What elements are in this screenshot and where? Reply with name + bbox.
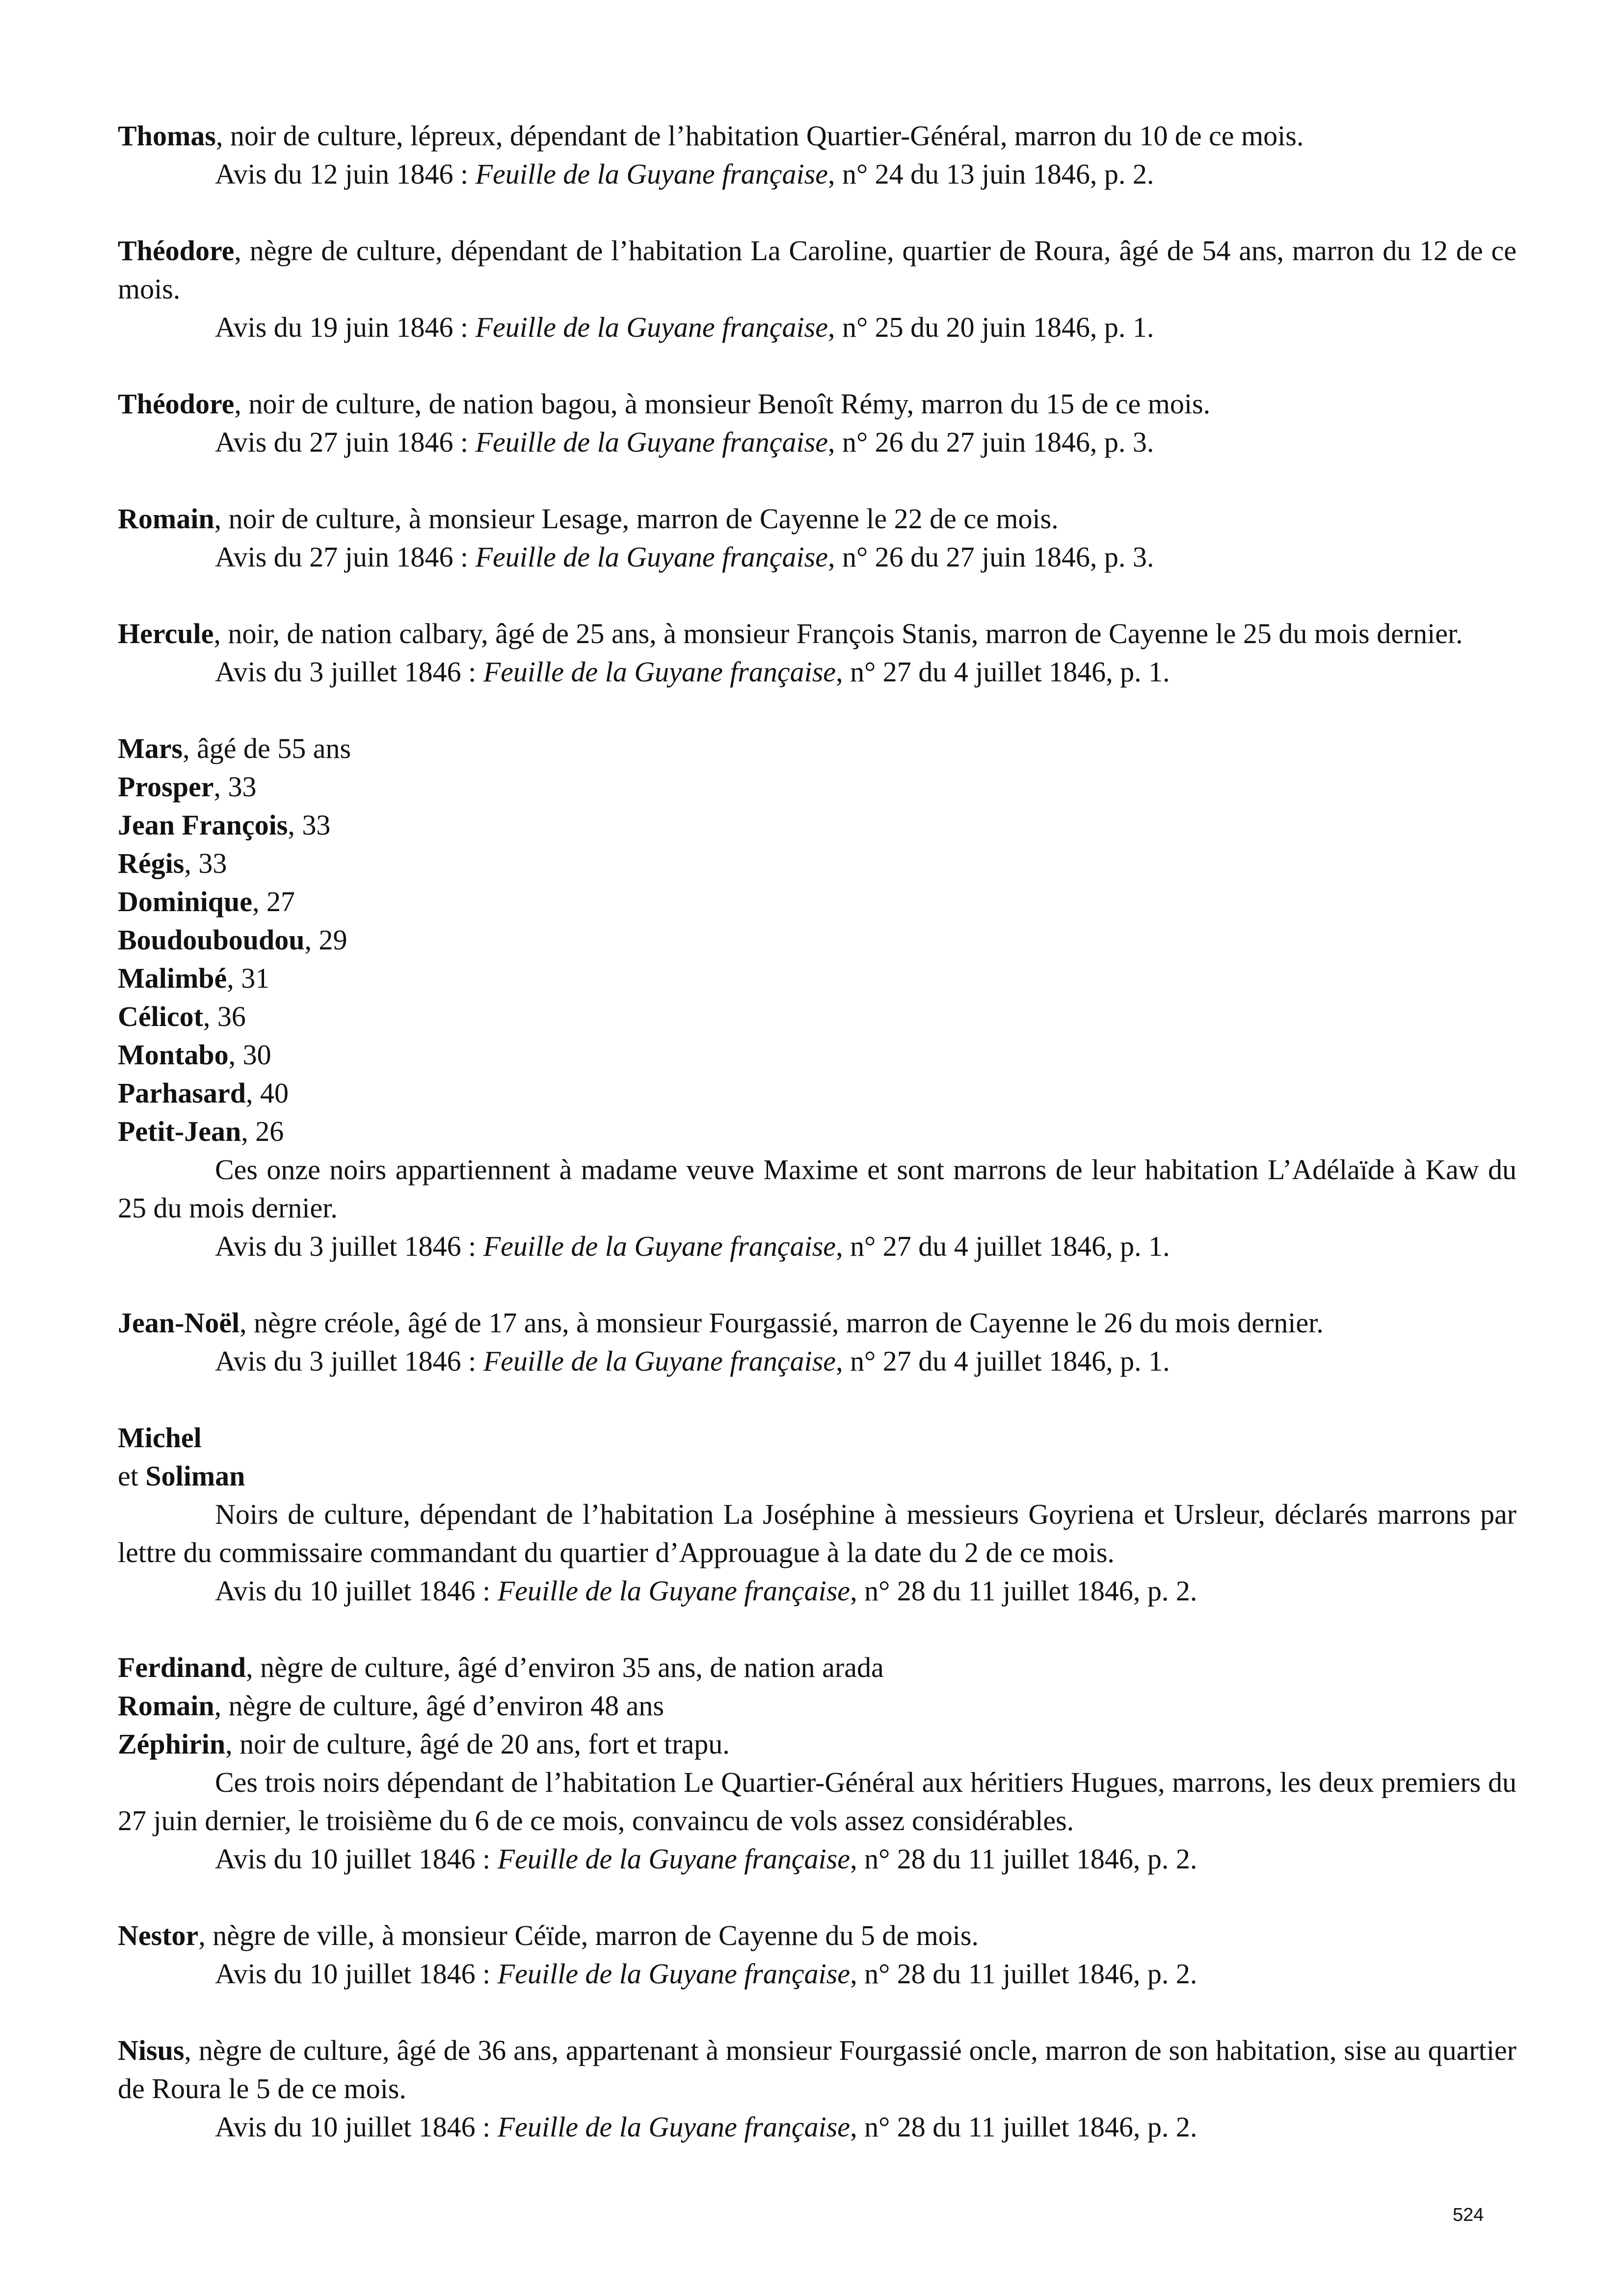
name-line	[118, 921, 1517, 959]
runaway-notice	[118, 117, 1517, 193]
runaway-notice-group	[118, 1648, 1517, 1878]
source-citation	[118, 1342, 1517, 1380]
newspaper-title: Feuille de la Guyane française	[475, 541, 828, 573]
person-name: Soliman	[145, 1460, 245, 1492]
notice-description: , nègre créole, âgé de 17 ans, à monsieur Fourgassié, marron de Cayenne le 26 du mois dernier.	[239, 1307, 1324, 1339]
newspaper-title: Feuille de la Guyane française	[475, 311, 828, 343]
person-details: , nègre de culture, âgé d’environ 35 ans, de nation arada	[246, 1651, 884, 1683]
source-citation	[118, 2108, 1517, 2146]
name-line	[118, 959, 1517, 998]
notice-line	[118, 1304, 1517, 1342]
source-citation	[118, 155, 1517, 193]
runaway-notice	[118, 1917, 1517, 1993]
runaway-notice	[118, 2031, 1517, 2146]
citation-reference: , n° 27 du 4 juillet 1846, p. 1.	[836, 656, 1170, 688]
runaway-notice	[118, 1304, 1517, 1380]
name-line	[118, 729, 1517, 768]
person-name: Régis	[118, 847, 185, 879]
newspaper-title: Feuille de la Guyane française	[497, 1575, 851, 1607]
citation-date: Avis du 10 juillet 1846 :	[215, 1958, 498, 1990]
person-name: Prosper	[118, 771, 214, 803]
notice-line	[118, 2031, 1517, 2108]
person-name: Thomas	[118, 120, 216, 152]
name-line	[118, 768, 1517, 806]
citation-reference: , n° 27 du 4 juillet 1846, p. 1.	[836, 1345, 1170, 1377]
person-name: Dominique	[118, 886, 252, 918]
newspaper-title: Feuille de la Guyane française	[497, 1958, 851, 1990]
person-name: Ferdinand	[118, 1651, 246, 1683]
person-name: Nisus	[118, 2034, 185, 2066]
notice-description: , noir de culture, de nation bagou, à monsieur Benoît Rémy, marron du 15 de ce mois.	[234, 388, 1211, 420]
citation-reference: , n° 26 du 27 juin 1846, p. 3.	[827, 541, 1154, 573]
person-age: , âgé de 55 ans	[183, 732, 351, 764]
person-name: Romain	[118, 1690, 214, 1722]
name-line	[118, 806, 1517, 844]
citation-date: Avis du 27 juin 1846 :	[215, 426, 476, 458]
person-age: , 36	[203, 1000, 246, 1032]
person-name: Hercule	[118, 618, 214, 649]
person-age: , 40	[246, 1077, 289, 1109]
name-line	[118, 844, 1517, 883]
person-name: Montabo	[118, 1039, 229, 1071]
person-age: , 26	[241, 1115, 284, 1147]
newspaper-title: Feuille de la Guyane française	[475, 158, 828, 190]
person-age: , 29	[304, 924, 347, 956]
person-age: , 27	[252, 886, 295, 918]
citation-reference: , n° 27 du 4 juillet 1846, p. 1.	[836, 1230, 1170, 1262]
citation-date: Avis du 10 juillet 1846 :	[215, 1575, 498, 1607]
person-name: Jean-Noël	[118, 1307, 240, 1339]
citation-date: Avis du 3 juillet 1846 :	[215, 1230, 483, 1262]
source-citation	[118, 538, 1517, 576]
runaway-notice	[118, 232, 1517, 347]
person-age: , 30	[228, 1039, 271, 1071]
person-details: , noir de culture, âgé de 20 ans, fort et trapu.	[225, 1728, 730, 1760]
citation-date: Avis du 3 juillet 1846 :	[215, 656, 483, 688]
person-name: Nestor	[118, 1919, 199, 1951]
citation-reference: , n° 25 du 20 juin 1846, p. 1.	[827, 311, 1154, 343]
group-description: Ces trois noirs dépendant de l’habitation Le Quartier-Général aux héritiers Hugues, marrons, les deux premiers du 27 juin dernier, le troisième du 6 de ce mois, convaincu de vols assez considérables.	[118, 1766, 1517, 1837]
citation-reference: , n° 28 du 11 juillet 1846, p. 2.	[850, 1843, 1197, 1875]
citation-date: Avis du 12 juin 1846 :	[215, 158, 476, 190]
citation-reference: , n° 28 du 11 juillet 1846, p. 2.	[850, 1958, 1197, 1990]
newspaper-title: Feuille de la Guyane française	[475, 426, 828, 458]
name-line	[118, 998, 1517, 1036]
source-citation	[118, 308, 1517, 347]
notice-description: , nègre de ville, à monsieur Céïde, marron de Cayenne du 5 de mois.	[198, 1919, 979, 1951]
notice-description: , nègre de culture, dépendant de l’habitation La Caroline, quartier de Roura, âgé de 54 ans, marron du 12 de ce mois.	[118, 235, 1517, 305]
source-citation	[118, 653, 1517, 691]
citation-date: Avis du 19 juin 1846 :	[215, 311, 476, 343]
name-prefix: et	[118, 1460, 146, 1492]
newspaper-title: Feuille de la Guyane française	[483, 1345, 836, 1377]
person-age: , 33	[288, 809, 331, 841]
citation-reference: , n° 26 du 27 juin 1846, p. 3.	[827, 426, 1154, 458]
name-line	[118, 1687, 1517, 1725]
notice-line	[118, 500, 1517, 538]
citation-date: Avis du 10 juillet 1846 :	[215, 2111, 498, 2143]
citation-reference: , n° 28 du 11 juillet 1846, p. 2.	[850, 1575, 1197, 1607]
newspaper-title: Feuille de la Guyane française	[483, 1230, 836, 1262]
citation-reference: , n° 24 du 13 juin 1846, p. 2.	[827, 158, 1154, 190]
name-line	[118, 1036, 1517, 1074]
group-description: Noirs de culture, dépendant de l’habitation La Joséphine à messieurs Goyriena et Ursleur, déclarés marrons par lettre du commissaire commandant du quartier d’Approuague à la date du 2 de ce mois.	[118, 1498, 1517, 1568]
person-name: Romain	[118, 503, 214, 535]
runaway-notice	[118, 385, 1517, 461]
source-citation	[118, 1227, 1517, 1266]
person-name: Mars	[118, 732, 183, 764]
newspaper-title: Feuille de la Guyane française	[497, 1843, 851, 1875]
citation-date: Avis du 10 juillet 1846 :	[215, 1843, 498, 1875]
source-citation	[118, 1840, 1517, 1878]
person-name: Célicot	[118, 1000, 203, 1032]
citation-date: Avis du 27 juin 1846 :	[215, 541, 476, 573]
person-name: Zéphirin	[118, 1728, 226, 1760]
name-line	[118, 1725, 1517, 1763]
newspaper-title: Feuille de la Guyane française	[497, 2111, 851, 2143]
page-number: 524	[1453, 2205, 1484, 2225]
person-name: Théodore	[118, 388, 235, 420]
group-description: Ces onze noirs appartiennent à madame veuve Maxime et sont marrons de leur habitation L’Adélaïde à Kaw du 25 du mois dernier.	[118, 1154, 1517, 1224]
runaway-notice	[118, 500, 1517, 576]
person-name: Boudouboudou	[118, 924, 305, 956]
person-name: Jean François	[118, 809, 288, 841]
person-name: Théodore	[118, 235, 235, 267]
source-citation	[118, 1955, 1517, 1993]
person-name: Parhasard	[118, 1077, 246, 1109]
document-page	[118, 117, 1517, 2185]
name-line	[118, 1112, 1517, 1151]
person-age: , 33	[184, 847, 227, 879]
notice-description: , noir de culture, à monsieur Lesage, marron de Cayenne le 22 de ce mois.	[214, 503, 1059, 535]
runaway-notice-group	[118, 729, 1517, 1266]
person-name: Michel	[118, 1422, 202, 1454]
notice-description: , nègre de culture, âgé de 36 ans, appartenant à monsieur Fourgassié oncle, marron de son habitation, sise au quartier de Roura le 5 de ce mois.	[118, 2034, 1517, 2105]
citation-date: Avis du 3 juillet 1846 :	[215, 1345, 483, 1377]
notice-line	[118, 232, 1517, 308]
notice-description: , noir de culture, lépreux, dépendant de l’habitation Quartier-Général, marron du 10 de ce mois.	[215, 120, 1304, 152]
source-citation	[118, 423, 1517, 461]
citation-reference: , n° 28 du 11 juillet 1846, p. 2.	[850, 2111, 1197, 2143]
notice-line	[118, 117, 1517, 155]
notice-line	[118, 385, 1517, 423]
person-name: Malimbé	[118, 962, 227, 994]
newspaper-title: Feuille de la Guyane française	[483, 656, 836, 688]
name-line	[118, 1074, 1517, 1112]
name-line	[118, 883, 1517, 921]
notice-description: , noir, de nation calbary, âgé de 25 ans, à monsieur François Stanis, marron de Cayenne le 25 du mois dernier.	[213, 618, 1463, 649]
name-line	[118, 1648, 1517, 1687]
person-age: , 33	[213, 771, 257, 803]
name-line	[118, 1457, 1517, 1495]
notice-line	[118, 615, 1517, 653]
person-name: Petit-Jean	[118, 1115, 241, 1147]
person-age: , 31	[227, 962, 270, 994]
source-citation	[118, 1572, 1517, 1610]
notice-line	[118, 1917, 1517, 1955]
runaway-notice	[118, 615, 1517, 691]
runaway-notice-group	[118, 1419, 1517, 1610]
name-line	[118, 1419, 1517, 1457]
person-details: , nègre de culture, âgé d’environ 48 ans	[214, 1690, 664, 1722]
